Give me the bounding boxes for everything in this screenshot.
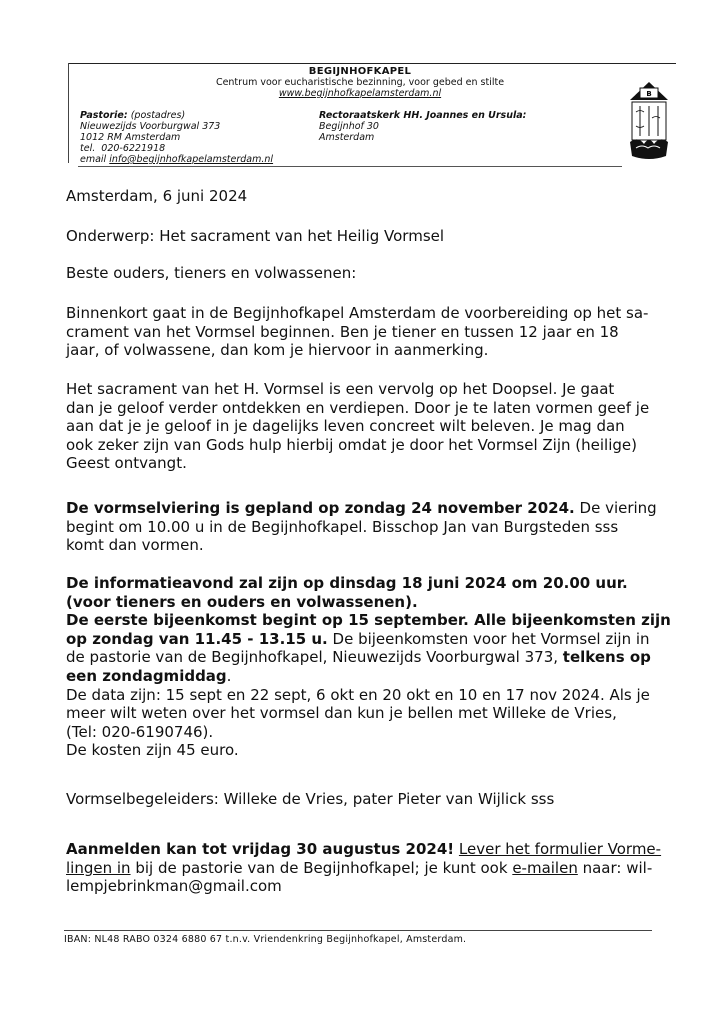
begijnhofkapel-emblem-icon — [626, 78, 672, 164]
rectoraat-city: Amsterdam — [319, 132, 375, 143]
letter-date: Amsterdam, 6 juni 2024 — [66, 187, 248, 205]
website-link[interactable]: www.begijnhofkapelamsterdam.nl — [278, 88, 442, 99]
header-bottom-rule — [78, 166, 622, 167]
pastorie-email-link[interactable]: info@begijnhofkapelamsterdam.nl — [109, 154, 274, 165]
pastorie-label: Pastorie: — [80, 110, 128, 121]
org-tagline: Centrum voor eucharistische bezinning, voor gebed en stilte — [215, 77, 505, 88]
footer-rule — [64, 930, 652, 931]
form-link-cont[interactable]: lingen in — [66, 858, 131, 877]
text-line: meer wilt weten over het vormsel dan kun je bellen met Willeke de Vries, — [66, 704, 617, 723]
pastorie-tel-label: tel. — [80, 143, 96, 154]
paragraph-registration — [66, 840, 661, 896]
org-name: BEGIJNHOFKAPEL — [308, 66, 412, 77]
text-span: de pastorie van de Begijnhofkapel, Nieuwezijds Voorburgwal 373, — [66, 648, 563, 667]
rectoraat-label: Rectoraatskerk HH. Joannes en Ursula: — [319, 110, 527, 121]
footer-iban: IBAN: NL48 RABO 0324 6880 67 t.n.v. Vriendenkring Begijnhofkapel, Amsterdam. — [64, 934, 467, 945]
text-line: Geest ontvangt. — [66, 454, 187, 473]
text-span-bold: telkens op — [562, 648, 651, 667]
letter-salutation: Beste ouders, tieners en volwassenen: — [66, 264, 357, 282]
text-line: komt dan vormen. — [66, 536, 204, 555]
text-line: jaar, of volwassene, dan kom je hiervoor in aanmerking. — [66, 341, 489, 360]
text-span: De bijeenkomsten voor het Vormsel zijn in — [327, 629, 650, 648]
text-line: begint om 10.00 u in de Begijnhofkapel. Bisschop Jan van Burgsteden sss — [66, 517, 619, 536]
paragraph-sacrament — [66, 380, 649, 473]
pastorie-address — [80, 110, 273, 165]
text-line: Binnenkort gaat in de Begijnhofkapel Amsterdam de voorbereiding op het sa- — [66, 304, 649, 322]
text-span-bold: een zondagmiddag — [66, 666, 227, 685]
form-link[interactable]: Lever het formulier Vorme- — [458, 840, 662, 858]
rectoraat-street: Begijnhof 30 — [319, 121, 379, 132]
audience-bold: (voor tieners en ouders en volwassenen). — [66, 592, 418, 611]
text-line: (Tel: 020-6190746). — [66, 722, 214, 741]
text-line: De data zijn: 15 sept en 22 sept, 6 okt en 20 okt en 10 en 17 nov 2024. Als je — [66, 685, 650, 704]
leaders-line: Vormselbegeleiders: Willeke de Vries, pater Pieter van Wijlick sss — [66, 790, 555, 808]
header-top-rule — [68, 63, 676, 64]
email-link[interactable]: e-mailen — [512, 858, 578, 877]
deadline-bold: Aanmelden kan tot vrijdag 30 augustus 2024! — [66, 840, 455, 858]
meeting-time-bold: op zondag van 11.45 - 13.15 u. — [66, 629, 328, 648]
first-meeting-bold: De eerste bijeenkomst begint op 15 september. Alle bijeenkomsten zijn — [66, 611, 671, 630]
text-line: De kosten zijn 45 euro. — [66, 741, 239, 760]
rectoraat-address — [319, 110, 526, 143]
text-line: ook zeker zijn van Gods hulp hierbij omdat je door het Vormsel Zijn (heilige) — [66, 435, 637, 454]
info-evening-bold: De informatieavond zal zijn op dinsdag 18 juni 2024 om 20.00 uur. — [66, 574, 628, 592]
pastorie-tel: 020-6221918 — [101, 143, 166, 154]
text-line: crament van het Vormsel beginnen. Ben je tiener en tussen 12 jaar en 18 — [66, 322, 619, 341]
text-span: bij de pastorie van de Begijnhofkapel; je kunt ook — [130, 858, 513, 877]
celebration-date-bold: De vormselviering is gepland op zondag 24 november 2024. — [66, 499, 575, 517]
pastorie-label-note: (postadres) — [130, 110, 186, 121]
paragraph-intro — [66, 304, 648, 360]
letter-subject: Onderwerp: Het sacrament van het Heilig Vormsel — [66, 227, 445, 245]
text-line: aan dat je je geloof in je dagelijks leven concreet wilt beleven. Je mag dan — [66, 417, 625, 436]
text-line: Het sacrament van het H. Vormsel is een vervolg op het Doopsel. Je gaat — [66, 380, 615, 398]
pastorie-city: 1012 RM Amsterdam — [80, 132, 181, 143]
email-address: lempjebrinkman@gmail.com — [66, 877, 282, 896]
text-line: dan je geloof verder ontdekken en verdiepen. Door je te laten vormen geef je — [66, 398, 650, 417]
paragraph-celebration — [66, 499, 657, 555]
text-span: . — [226, 666, 232, 685]
paragraph-meetings — [66, 574, 671, 760]
pastorie-street: Nieuwezijds Voorburgwal 373 — [80, 121, 221, 132]
text-span: naar: wil- — [577, 858, 653, 877]
pastorie-email-label: email — [80, 154, 107, 165]
text-span: De viering — [574, 499, 657, 517]
svg-text:B: B — [646, 90, 652, 98]
